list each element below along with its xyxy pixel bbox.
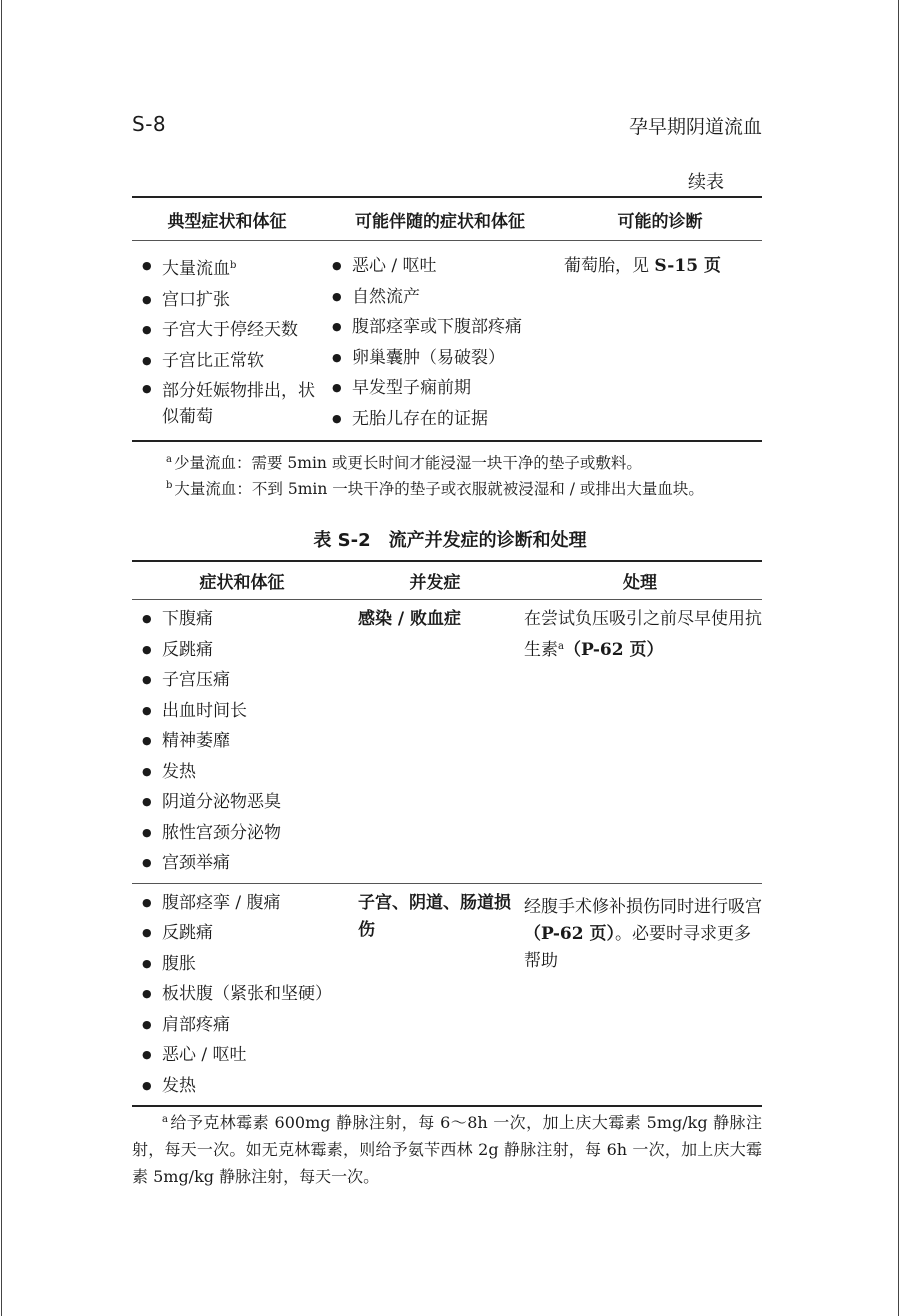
list-item: ● 阴道分泌物恶臭 <box>132 787 352 818</box>
list-item: ● 下腹痛 <box>132 604 352 635</box>
list-item: ● 脓性宫颈分泌物 <box>132 818 352 849</box>
header-management: 处理 <box>518 561 762 600</box>
footnote-text: 大量流血：不到 5min 一块干净的垫子或衣服就被浸湿和 / 或排出大量血块。 <box>174 480 704 498</box>
header-signs: 症状和体征 <box>132 561 352 600</box>
typical-signs-list <box>132 251 322 432</box>
list-item: ● 子宫压痛 <box>132 665 352 696</box>
footnote-mark: a <box>162 1114 168 1125</box>
list-item: ● 腹胀 <box>132 949 352 980</box>
footnote-a <box>166 448 642 475</box>
diagnosis-text: 葡萄胎，见 <box>564 256 655 276</box>
list-item: ● 板状腹（紧张和坚硬） <box>132 979 352 1010</box>
accompanying-signs-list <box>322 251 558 434</box>
header-accompanying-signs: 可能伴随的症状和体征 <box>322 197 558 241</box>
list-item: ● 恶心 / 呕吐 <box>322 251 558 282</box>
table-caption: 表 S-2 流产并发症的诊断和处理 <box>313 530 587 551</box>
list-item: ● 部分妊娠物排出，状似葡萄 <box>132 376 322 432</box>
list-item: ● 发热 <box>132 1071 352 1102</box>
list-item: ● 宫口扩张 <box>132 285 322 316</box>
list-item: ● 恶心 / 呕吐 <box>132 1040 352 1071</box>
list-item <box>132 251 322 285</box>
chapter-title: 孕早期阴道流血 <box>628 116 762 138</box>
list-item: ● 反跳痛 <box>132 635 352 666</box>
list-item: ● 腹部痉挛或下腹部疼痛 <box>322 312 558 343</box>
management-text: 经腹手术修补损伤同时进行吸宫 <box>524 896 762 917</box>
page-code: S-8 <box>132 112 167 136</box>
table-row <box>132 600 762 884</box>
table-row <box>132 241 762 442</box>
list-item: ● 子宫比正常软 <box>132 346 322 377</box>
footnote-b <box>166 474 704 501</box>
header-complication: 并发症 <box>352 561 518 600</box>
accompanying-signs-cell <box>322 241 558 442</box>
list-item: ● 无胎儿存在的证据 <box>322 404 558 435</box>
footnote-mark: b <box>230 260 237 271</box>
management-page-ref: （P-62 页） <box>524 923 615 944</box>
signs-list <box>132 888 352 1102</box>
diagnosis-cell <box>558 241 762 442</box>
list-item: ● 反跳痛 <box>132 918 352 949</box>
page-edge-left <box>1 0 2 1316</box>
management-page-ref: （P-62 页） <box>563 640 664 660</box>
typical-signs-cell <box>132 241 322 442</box>
list-item: ● 腹部痉挛 / 腹痛 <box>132 888 352 919</box>
list-item: ● 精神萎靡 <box>132 726 352 757</box>
list-item: ● 早发型子痫前期 <box>322 373 558 404</box>
footnote-mark: b <box>166 480 173 491</box>
list-item: ● 宫颈举痛 <box>132 848 352 879</box>
table-row <box>132 883 762 1106</box>
table-abortion-complications <box>132 560 762 1107</box>
list-item: ● 发热 <box>132 757 352 788</box>
diagnosis-page-ref: S-15 页 <box>654 256 721 276</box>
complication-cell: 感染 / 败血症 <box>352 600 518 884</box>
management-tail: 。必要时寻求更多帮助 <box>524 923 751 971</box>
table-vaginal-bleeding-continued <box>132 196 762 442</box>
sign-text: 大量流血 <box>162 259 230 279</box>
footnote-mark: a <box>558 641 564 652</box>
list-item: ● 自然流产 <box>322 282 558 313</box>
complication-cell: 子宫、阴道、肠道损伤 <box>352 883 518 1106</box>
footnote-antibiotics <box>132 1106 762 1190</box>
table-header-row <box>132 197 762 241</box>
signs-list <box>132 604 352 879</box>
list-item: ● 肩部疼痛 <box>132 1010 352 1041</box>
footnote-mark: a <box>166 454 172 465</box>
footnote-text: 给予克林霉素 600mg 静脉注射，每 6～8h 一次，加上庆大霉素 5mg/kg 静脉注射，每天一次。如无克林霉素，则给予氨苄西林 2g 静脉注射，每 6h 一次，加上庆大霉素 5mg/kg 静脉注射，每天一次。 <box>132 1113 762 1186</box>
footnote-text: 少量流血：需要 5min 或更长时间才能浸湿一块干净的垫子或敷料。 <box>173 454 642 472</box>
continued-label: 续表 <box>688 172 724 193</box>
list-item: ● 卵巢囊肿（易破裂） <box>322 343 558 374</box>
header-typical-signs: 典型症状和体征 <box>132 197 322 241</box>
signs-cell <box>132 883 352 1106</box>
management-cell <box>518 883 762 1106</box>
list-item: ● 子宫大于停经天数 <box>132 315 322 346</box>
signs-cell <box>132 600 352 884</box>
list-item: ● 出血时间长 <box>132 696 352 727</box>
management-cell <box>518 600 762 884</box>
management-text: 在尝试负压吸引之前尽早使用抗生素 <box>524 609 762 660</box>
page-edge-right <box>898 0 899 1316</box>
header-possible-diagnosis: 可能的诊断 <box>558 197 762 241</box>
table-header-row <box>132 561 762 600</box>
